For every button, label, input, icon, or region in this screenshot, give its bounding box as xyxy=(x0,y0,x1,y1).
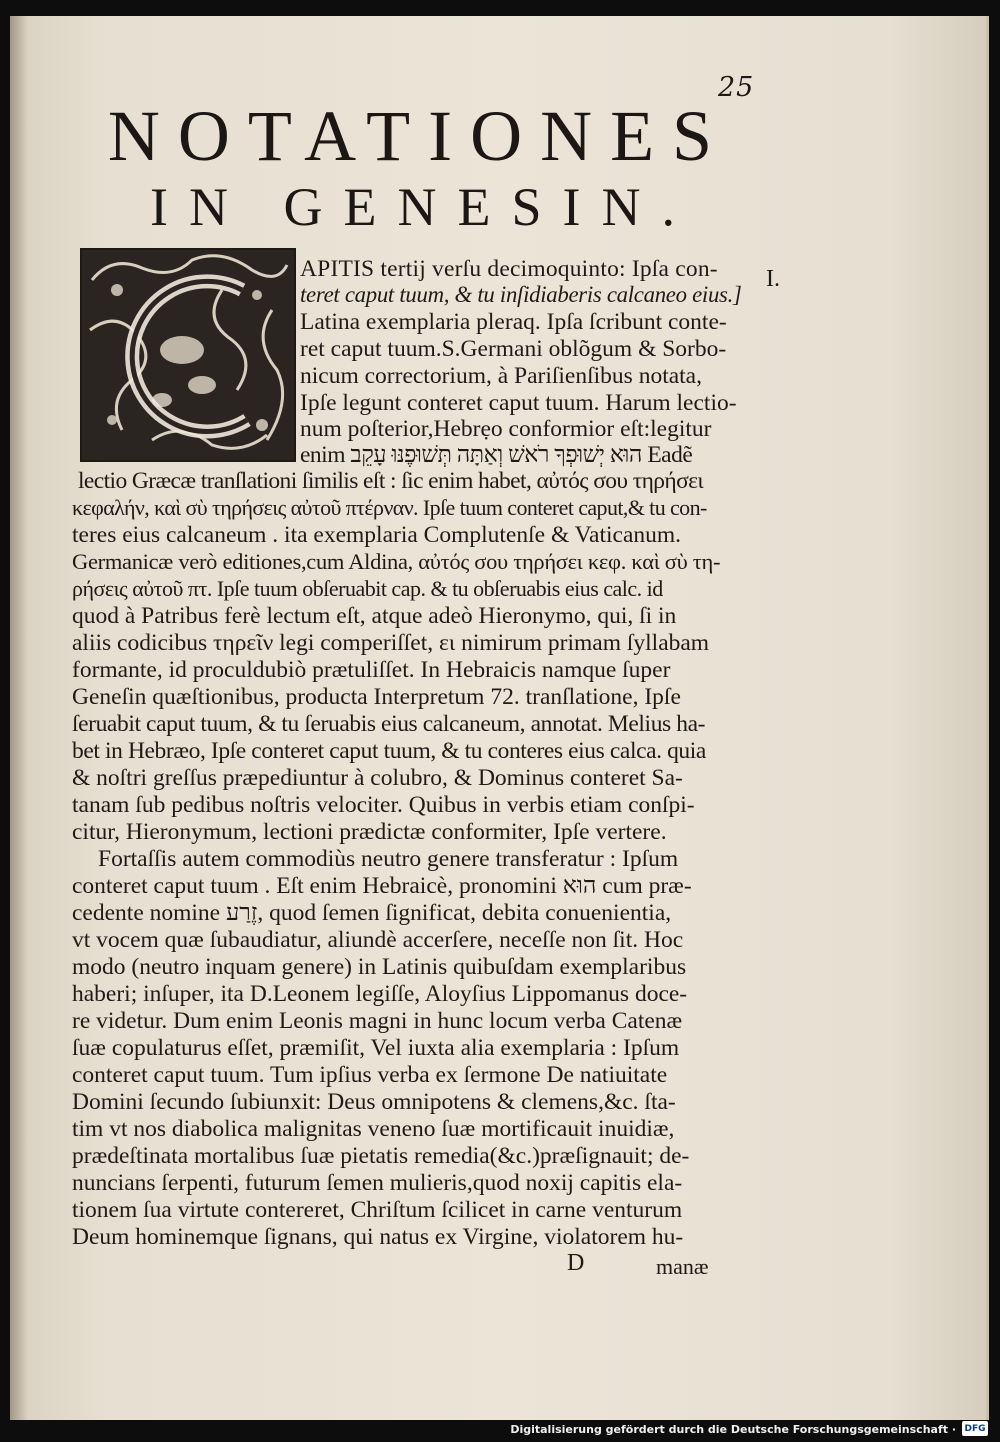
body-line: Germanicæ verò editiones,cum Aldina, αὐτός σου τηρήσει κεφ. καὶ σὺ τη- xyxy=(72,549,721,574)
dfg-logo-icon: DFG xyxy=(962,1421,988,1436)
body-line: nuncians ſerpenti, futurum ſemen mulieris,quod noxij capitis ela- xyxy=(72,1170,683,1196)
body-line: vt vocem quæ ſubaudiatur, aliundè accerſere, neceſſe non ſit. Hoc xyxy=(72,927,684,953)
body-line: conteret caput tuum. Tum ipſius verba ex ſermone De natiuitate xyxy=(72,1062,668,1088)
body-line: citur, Hieronymum, lectioni prædictæ conformiter, Ipſe vertere. xyxy=(72,819,667,845)
body-line: APITIS tertij verſu decimoquinto: Ipſa con- xyxy=(300,256,718,282)
body-line: tanam ſub pedibus noſtris velociter. Quibus in verbis etiam conſpi- xyxy=(72,792,695,818)
body-line: Domini ſecundo ſubiunxit: Deus omnipotens & clemens,&c. ſta- xyxy=(72,1089,676,1115)
page-number: 25 xyxy=(718,72,755,103)
body-line: teres eius calcaneum . ita exemplaria Complutenſe & Vaticanum. xyxy=(72,522,682,548)
body-line: ρήσεις αὐτοῦ πτ. Ipſe tuum obſeruabit cap. & tu obſeruabis eius calc. id xyxy=(72,576,663,601)
body-line: aliis codicibus τηρεῖν legi comperiſſet, ει nimirum primam ſyllabam xyxy=(72,630,710,656)
body-line: nicum correctorium, à Pariſienſibus notata, xyxy=(300,363,702,389)
woodcut-initial-icon xyxy=(82,250,294,460)
body-line: modo (neutro inquam genere) in Latinis quibuſdam exemplaribus xyxy=(72,954,687,980)
body-line: teret caput tuum, & tu inſidiaberis calcaneo eius.] xyxy=(300,282,742,308)
body-line: ſeruabit caput tuum, & tu ſeruabis eius calcaneum, annotat. Melius ha- xyxy=(72,711,706,737)
body-line: Geneſin quæſtionibus, producta Interpretum 72. tranſlatione, Ipſe xyxy=(72,684,681,710)
body-line: bet in Hebræo, Ipſe conteret caput tuum, & tu conteres eius calca. quia xyxy=(72,738,706,764)
digitization-credit xyxy=(510,1418,956,1440)
body-line: ret caput tuum.S.Germani oblõgum & Sorbo- xyxy=(300,336,727,362)
marginal-note: I. xyxy=(766,266,780,292)
body-line: re videtur. Dum enim Leonis magni in hunc locum verba Catenæ xyxy=(72,1008,683,1034)
body-line: quod à Patribus ferè lectum eſt, atque adeò Hieronymo, qui, ſi in xyxy=(72,603,677,629)
body-line: conteret caput tuum . Eſt enim Hebraicè, pronomini הוּא cum præ- xyxy=(72,873,692,899)
body-line: ſuæ copulaturus eſſet, præmiſit, Vel iuxta alia exemplaria : Ipſum xyxy=(72,1035,680,1061)
body-line: tim vt nos diabolica malignitas veneno ſuæ mortificauit inuidiæ, xyxy=(72,1116,675,1142)
signature-mark: D xyxy=(567,1250,585,1276)
body-line: prædeſtinata mortalibus ſuæ pietatis remedia(&c.)præſignauit; de- xyxy=(72,1143,690,1169)
body-line: lectio Græcæ tranſlationi ſimilis eſt : ſic enim habet, αὐτός σου τηρήσει xyxy=(78,468,704,494)
body-line: Latina exemplaria pleraq. Ipſa ſcribunt conte- xyxy=(300,309,727,335)
body-line: Deum hominemque ſignans, qui natus ex Virgine, violatorem hu- xyxy=(72,1224,684,1250)
body-line: num poſterior,Hebrẹo conformior eſt:legitur xyxy=(300,416,712,442)
body-line: κεφαλήν, καὶ σὺ τηρήσεις αὐτοῦ πτέρναν. Ipſe tuum conteret caput,& tu con- xyxy=(72,495,707,520)
body-line: cedente nomine זֶרַע, quod ſemen ſignificat, debita conuenientia, xyxy=(72,900,672,926)
body-line: Fortaſſis autem commodiùs neutro genere transferatur : Ipſum xyxy=(98,846,679,872)
body-line: Ipſe legunt conteret caput tuum. Harum lectio- xyxy=(300,390,737,416)
page-gutter-shadow xyxy=(10,16,28,1420)
woodcut-initial-c xyxy=(80,248,296,462)
page-subtitle: IN GENESIN. xyxy=(150,177,696,237)
body-line: enim הוּא יְשׁוּפְךָ רֹאשׁ וְאַתָּה תְּשׁוּפֶנּוּ עָקֵב Eadẽ xyxy=(300,442,693,468)
body-line: & noſtri greſſus præpediuntur à colubro, & Dominus conteret Sa- xyxy=(72,765,683,791)
body-line: tionem ſua virtute contereret, Chriſtum ſcilicet in carne venturum xyxy=(72,1197,683,1223)
catchword: manæ xyxy=(656,1254,709,1279)
body-line: haberi; inſuper, ita D.Leonem legiſſe, Aloyſius Lippomanus doce- xyxy=(72,981,688,1007)
page-title: NOTATIONES xyxy=(107,96,731,176)
body-line: formante, id proculdubiò prætuliſſet. In Hebraicis namque ſuper xyxy=(72,657,671,683)
credit-text: Digitalisierung gefördert durch die Deutsche Forschungsgemeinschaft · xyxy=(510,1422,956,1436)
